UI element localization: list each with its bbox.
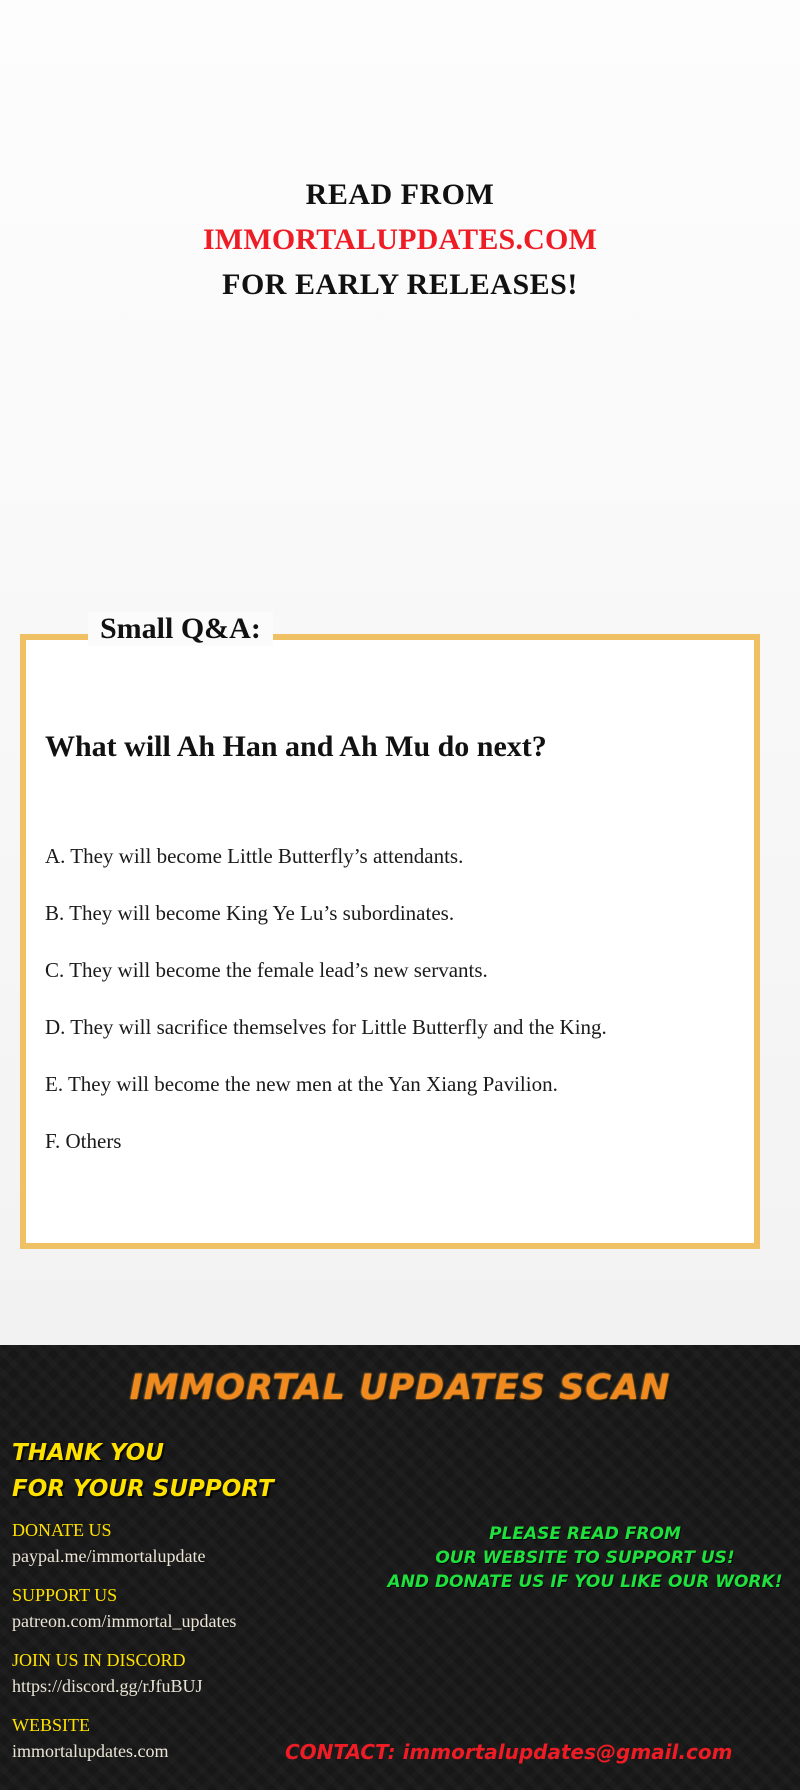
qa-question: What will Ah Han and Ah Mu do next? <box>45 730 547 763</box>
thank-you-line-2: FOR YOUR SUPPORT <box>12 1476 274 1502</box>
qa-option-b: B. They will become King Ye Lu’s subordinates. <box>45 901 455 925</box>
thank-you-block <box>12 1435 274 1507</box>
contact-line <box>285 1740 785 1764</box>
promo-heading <box>0 172 800 307</box>
support-message-line-2: OUR WEBSITE TO SUPPORT US! <box>435 1548 735 1568</box>
support-label: SUPPORT US <box>12 1585 118 1605</box>
website-link[interactable]: immortalupdates.com <box>12 1741 169 1761</box>
promo-site-link[interactable]: IMMORTALUPDATES.COM <box>202 223 598 256</box>
support-message-line-1: PLEASE READ FROM <box>489 1524 681 1544</box>
discord-group <box>12 1648 352 1699</box>
donate-group <box>12 1518 352 1569</box>
thank-you-line-1: THANK YOU <box>12 1440 164 1466</box>
donate-link[interactable]: paypal.me/immortalupdate <box>12 1546 206 1566</box>
support-group <box>12 1583 352 1634</box>
qa-option-e: E. They will become the new men at the Yan Xiang Pavilion. <box>45 1072 558 1096</box>
promo-line-3: FOR EARLY RELEASES! <box>222 268 578 301</box>
qa-option-d: D. They will sacrifice themselves for Little Butterfly and the King. <box>45 1015 607 1039</box>
website-label: WEBSITE <box>12 1715 90 1735</box>
qa-option-a: A. They will become Little Butterfly’s attendants. <box>45 844 464 868</box>
scan-group-title: IMMORTAL UPDATES SCAN <box>129 1368 671 1408</box>
discord-link[interactable]: https://discord.gg/rJfuBUJ <box>12 1676 203 1696</box>
qa-option-c: C. They will become the female lead’s new servants. <box>45 958 488 982</box>
discord-label: JOIN US IN DISCORD <box>12 1650 186 1670</box>
support-message <box>385 1522 785 1594</box>
qa-option-list <box>45 828 745 1170</box>
qa-option-f: F. Others <box>45 1129 122 1153</box>
promo-line-1: READ FROM <box>305 178 495 211</box>
contact-email[interactable]: immortalupdates@gmail.com <box>402 1740 733 1764</box>
footer-links <box>12 1518 352 1778</box>
support-link[interactable]: patreon.com/immortal_updates <box>12 1611 237 1631</box>
qa-section-title: Small Q&A: <box>88 612 273 646</box>
contact-label: CONTACT: <box>285 1740 396 1764</box>
support-message-line-3: AND DONATE US IF YOU LIKE OUR WORK! <box>387 1572 783 1592</box>
donate-label: DONATE US <box>12 1520 112 1540</box>
